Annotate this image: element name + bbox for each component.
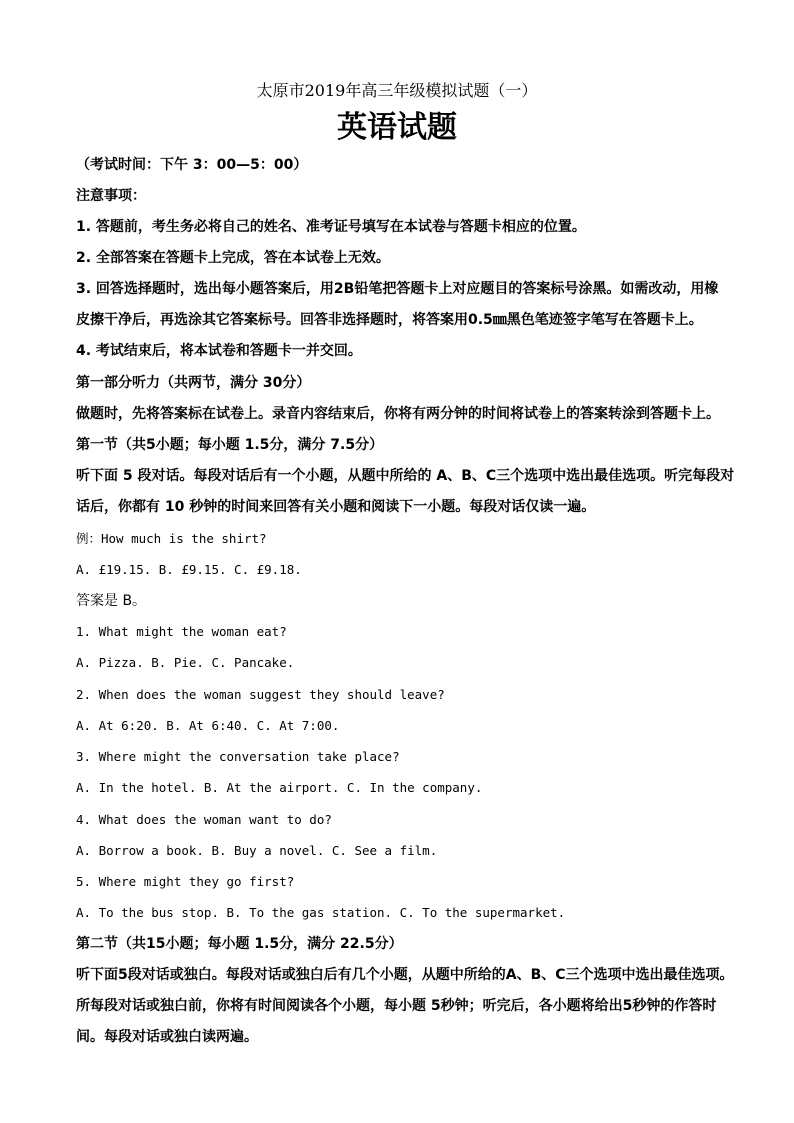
example-answer: 答案是 B。 — [76, 593, 147, 609]
notes-item-4: 4. 考试结束后，将本试卷和答题卡一并交回。 — [76, 343, 362, 359]
question-4-options: A. Borrow a book. B. Buy a novel. C. See a film. — [76, 843, 438, 858]
notes-item-1: 1. 答题前，考生务必将自己的姓名、准考证号填写在本试卷与答题卡相应的位置。 — [76, 219, 586, 235]
question-2-options: A. At 6:20. B. At 6:40. C. At 7:00. — [76, 718, 340, 733]
example-options: A. £19.15. B. £9.15. C. £9.18. — [76, 562, 302, 577]
section1-instruction-line-1: 听下面 5 段对话。每段对话后有一个小题，从题中所给的 A、B、C三个选项中选出最佳选项。听完每段对 — [76, 468, 735, 484]
example-question: 例：How much is the shirt? — [76, 531, 267, 546]
notes-item-3-line-1: 3. 回答选择题时，选出每小题答案后，用2B铅笔把答题卡上对应题目的答案标号涂黑。如需改动，用橡 — [76, 281, 719, 297]
notes-item-3-line-2: 皮擦干净后，再选涂其它答案标号。回答非选择题时，将答案用0.5㎜黑色笔迹签字笔写在答题卡上。 — [76, 312, 703, 328]
question-3-options: A. In the hotel. B. At the airport. C. In the company. — [76, 780, 483, 795]
question-2: 2. When does the woman suggest they should leave? — [76, 687, 445, 702]
part1-heading: 第一部分听力（共两节，满分 30分） — [76, 375, 311, 391]
question-1: 1. What might the woman eat? — [76, 624, 287, 639]
notes-heading: 注意事项： — [76, 188, 146, 204]
question-1-options: A. Pizza. B. Pie. C. Pancake. — [76, 655, 295, 670]
section2-instruction-line-3: 间。每段对话或独白读两遍。 — [76, 1029, 258, 1045]
section2-instruction-line-2: 所每段对话或独白前，你将有时间阅读各个小题，每小题 5秒钟；听完后，各小题将给出5秒钟的作答时 — [76, 998, 717, 1014]
section1-instruction-line-2: 话后，你都有 10 秒钟的时间来回答有关小题和阅读下一小题。每段对话仅读一遍。 — [76, 499, 596, 515]
question-3: 3. Where might the conversation take place? — [76, 749, 400, 764]
part1-instruction: 做题时，先将答案标在试卷上。录音内容结束后，你将有两分钟的时间将试卷上的答案转涂到答题卡上。 — [76, 406, 720, 422]
question-5: 5. Where might they go first? — [76, 874, 295, 889]
exam-time: （考试时间：下午 3：00—5：00） — [76, 157, 308, 173]
question-4: 4. What does the woman want to do? — [76, 812, 332, 827]
question-5-options: A. To the bus stop. B. To the gas station. C. To the supermarket. — [76, 905, 566, 920]
exam-subtitle: 太原市2019年高三年级模拟试题（一） — [256, 81, 538, 100]
notes-item-2: 2. 全部答案在答题卡上完成，答在本试卷上无效。 — [76, 250, 390, 266]
section2-instruction-line-1: 听下面5段对话或独白。每段对话或独白后有几个小题，从题中所给的A、B、C三个选项中选出最佳选项。 — [76, 967, 734, 983]
exam-title: 英语试题 — [337, 110, 457, 145]
section2-heading: 第二节（共15小题；每小题 1.5分，满分 22.5分） — [76, 936, 403, 952]
section1-heading: 第一节（共5小题；每小题 1.5分，满分 7.5分） — [76, 437, 384, 453]
